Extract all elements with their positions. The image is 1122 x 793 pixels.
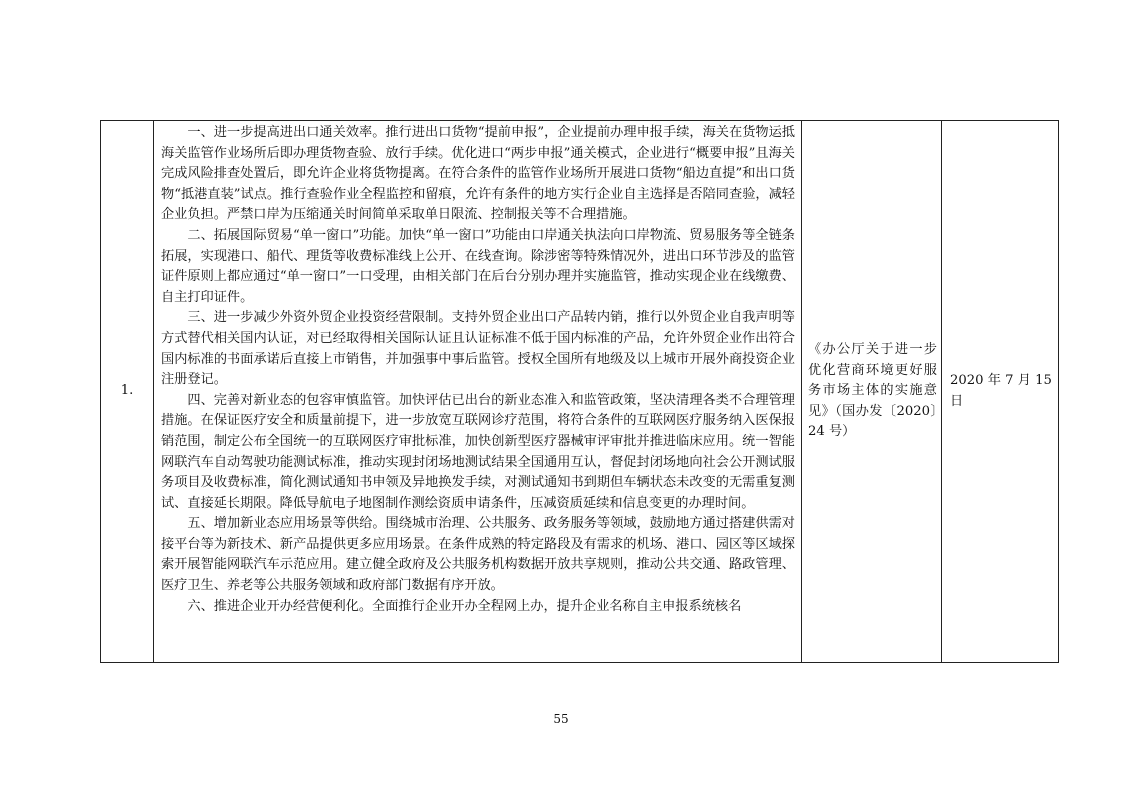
row-number: 1. bbox=[120, 383, 134, 399]
date-cell bbox=[942, 121, 1059, 663]
content-paragraph-6: 六、推进企业开办经营便利化。全面推行企业开办全程网上办，提升企业名称自主申报系统核名 bbox=[187, 598, 742, 614]
table-row bbox=[101, 121, 1059, 663]
content-paragraph-1: 一、进一步提高进出口通关效率。推行进出口货物“提前申报”，企业提前办理申报手续，海关在货物运抵海关监管作业场所后即办理货物查验、放行手续。优化进口“两步申报”通关模式，企业进行“概要申报”且海关完成风险排查处置后，即允许企业将货物提离。在符合条件的监管作业场所开展进口货物“船边直提”和出口货物“抵港直装”试点。推行查验作业全程监控和留痕，允许有条件的地方实行企业自主选择是否陪同查验，减轻企业负担。严禁口岸为压缩通关时间简单采取单日限流、控制报关等不合理措施。 bbox=[161, 125, 795, 223]
source-cell bbox=[802, 121, 942, 663]
source-document: 《办公厅关于进一步优化营商环境更好服务市场主体的实施意见》（国办发〔2020〕24 号） bbox=[808, 342, 937, 440]
policy-table bbox=[100, 120, 1059, 663]
content-cell bbox=[154, 121, 802, 663]
issue-date: 2020 年 7 月 15 日 bbox=[950, 372, 1052, 409]
content-paragraph-3: 三、进一步减少外资外贸企业投资经营限制。支持外贸企业出口产品转内销，推行以外贸企业自我声明等方式替代相关国内认证，对已经取得相关国际认证且认证标准不低于国内标准的产品，允许外贸企业作出符合国内标准的书面承诺后直接上市销售，并加强事中事后监管。授权全国所有地级及以上城市开展外商投资企业注册登记。 bbox=[161, 310, 795, 388]
content-paragraph-2: 二、拓展国际贸易“单一窗口”功能。加快“单一窗口”功能由口岸通关执法向口岸物流、贸易服务等全链条拓展，实现港口、船代、理货等收费标准线上公开、在线查询。除涉密等特殊情况外，进出口环节涉及的监管证件原则上都应通过“单一窗口”一口受理，由相关部门在后台分别办理并实施监管，推动实现企业在线缴费、自主打印证件。 bbox=[161, 227, 795, 305]
page-number: 55 bbox=[553, 712, 569, 726]
row-number-cell bbox=[101, 121, 154, 663]
content-paragraph-4: 四、完善对新业态的包容审慎监管。加快评估已出台的新业态准入和监管政策，坚决清理各类不合理管理措施。在保证医疗安全和质量前提下，进一步放宽互联网诊疗范围，将符合条件的互联网医疗服务纳入医保报销范围，制定公布全国统一的互联网医疗审批标准，加快创新型医疗器械审评审批并推进临床应用。统一智能网联汽车自动驾驶功能测试标准，推动实现封闭场地测试结果全国通用互认，督促封闭场地向社会公开测试服务项目及收费标准，简化测试通知书申领及异地换发手续，对测试通知书到期但车辆状态未改变的无需重复测试、直接延长期限。降低导航电子地图制作测绘资质申请条件，压减资质延续和信息变更的办理时间。 bbox=[161, 392, 795, 511]
content-paragraph-5: 五、增加新业态应用场景等供给。围绕城市治理、公共服务、政务服务等领域，鼓励地方通过搭建供需对接平台等为新技术、新产品提供更多应用场景。在条件成熟的特定路段及有需求的机场、港口、园区等区域探索开展智能网联汽车示范应用。建立健全政府及公共服务机构数据开放共享规则，推动公共交通、路政管理、医疗卫生、养老等公共服务领域和政府部门数据有序开放。 bbox=[161, 516, 795, 594]
